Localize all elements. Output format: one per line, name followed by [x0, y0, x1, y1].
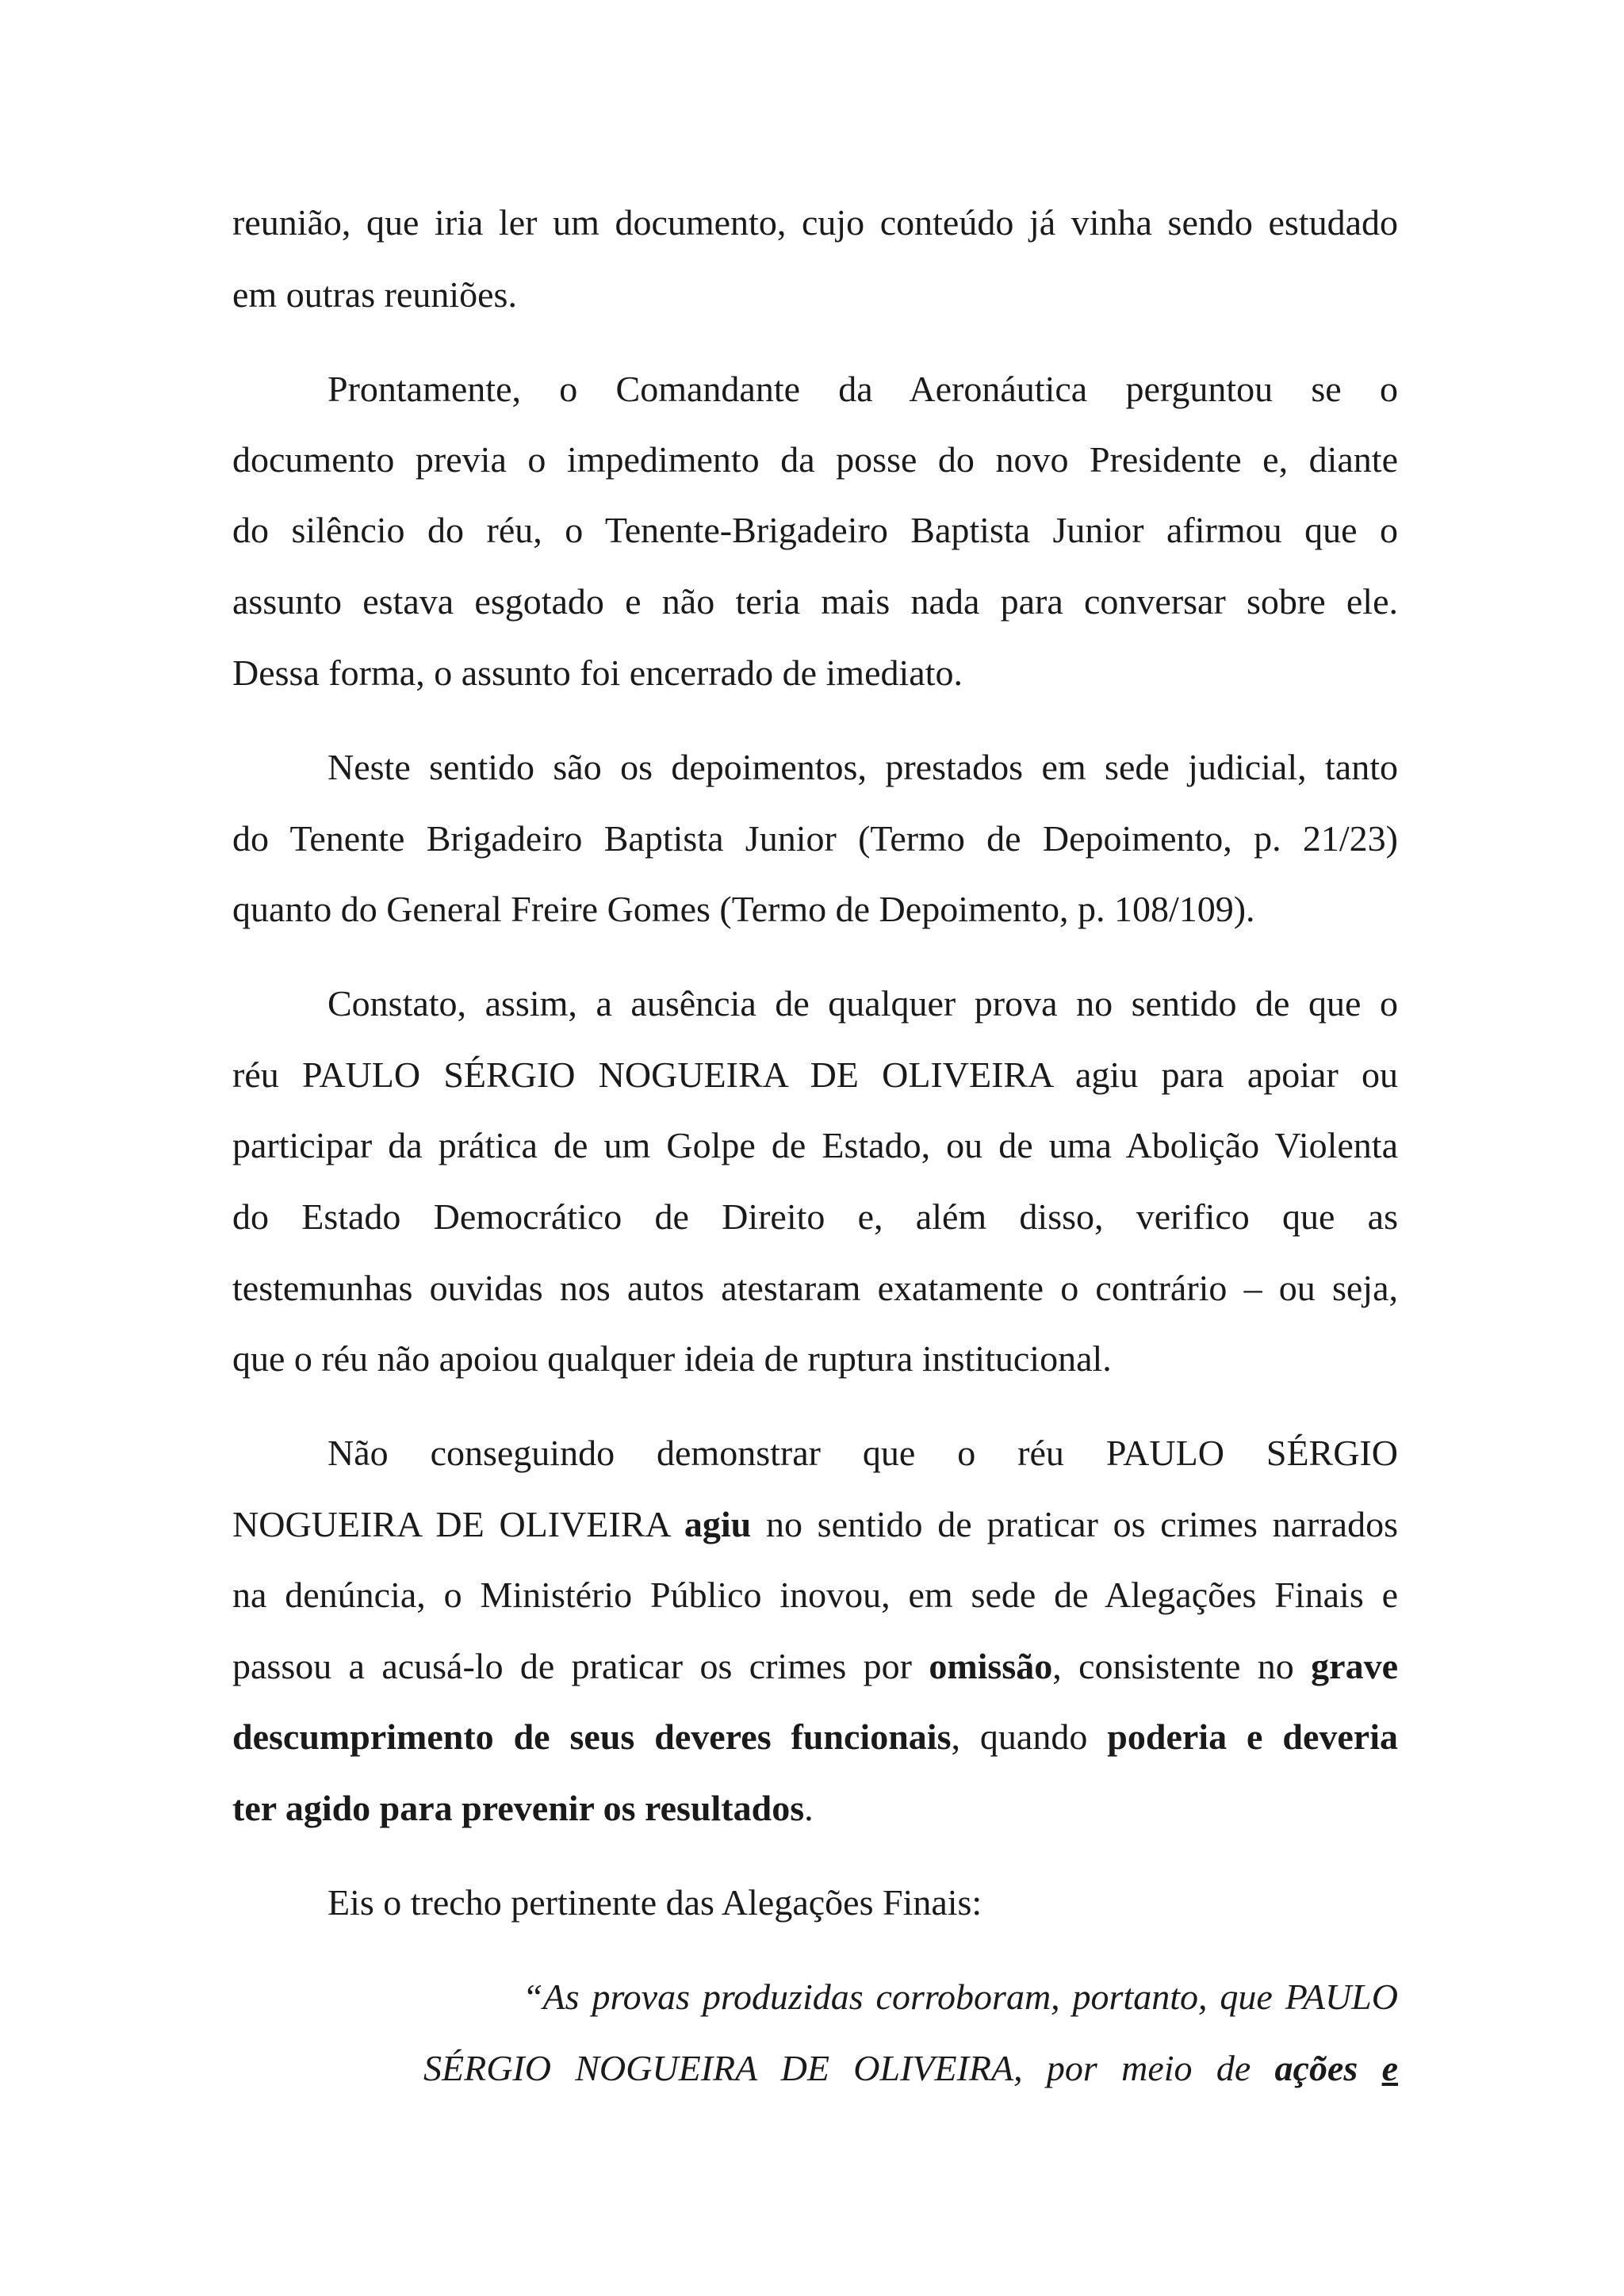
- underlined-text: e: [1381, 2048, 1398, 2088]
- paragraph-4-line-1: Constato, assim, a ausência de qualquer prova no sentido de que o: [327, 983, 1398, 1024]
- paragraph-2-line-1: Prontamente, o Comandante da Aeronáutica perguntou se o: [327, 369, 1398, 409]
- paragraph-5-line-1: Não conseguindo demonstrar que o réu PAULO SÉRGIO: [327, 1433, 1398, 1473]
- paragraph-5-line-4: [232, 1644, 1398, 1689]
- paragraph-4-line-2: réu PAULO SÉRGIO NOGUEIRA DE OLIVEIRA agiu para apoiar ou: [232, 1054, 1398, 1095]
- bold-text: grave: [1311, 1646, 1398, 1686]
- paragraph-6-line-1: Eis o trecho pertinente das Alegações Finais:: [327, 1882, 982, 1923]
- paragraph-5-line-6: [232, 1786, 1398, 1831]
- paragraph-5-line-5: [232, 1715, 1398, 1759]
- paragraph-4-line-4: do Estado Democrático de Direito e, além disso, verifico que as: [232, 1196, 1398, 1237]
- text-run: no sentido de praticar os crimes narrados: [751, 1504, 1398, 1544]
- paragraph-3-line-1: Neste sentido são os depoimentos, prestados em sede judicial, tanto: [327, 747, 1398, 787]
- paragraph-2-line-4: assunto estava esgotado e não teria mais nada para conversar sobre ele.: [232, 581, 1398, 622]
- bold-text: descumprimento de seus deveres funcionais: [232, 1716, 952, 1757]
- bold-text: [1382, 2048, 1398, 2088]
- text-run: [1358, 2048, 1381, 2088]
- paragraph-3-line-3: quanto do General Freire Gomes (Termo de Depoimento, p. 108/109).: [232, 889, 1255, 929]
- paragraph-3-line-2: do Tenente Brigadeiro Baptista Junior (Termo de Depoimento, p. 21/23): [232, 818, 1398, 859]
- text-run: , quando: [951, 1716, 1108, 1757]
- paragraph-4-line-5: testemunhas ouvidas nos autos atestaram exatamente o contrário – ou seja,: [232, 1268, 1398, 1308]
- quote-line-2: [423, 2046, 1398, 2091]
- paragraph-4-line-6: que o réu não apoiou qualquer ideia de ruptura institucional.: [232, 1338, 1112, 1379]
- bold-text: omissão: [929, 1646, 1053, 1686]
- bold-text: ter agido para prevenir os resultados: [232, 1788, 805, 1828]
- text-run: .: [804, 1788, 814, 1828]
- bold-text: poderia e deveria: [1107, 1716, 1398, 1757]
- paragraph-2-line-5: Dessa forma, o assunto foi encerrado de imediato.: [232, 652, 963, 693]
- paragraph-4-line-3: participar da prática de um Golpe de Estado, ou de uma Abolição Violenta: [232, 1125, 1398, 1165]
- paragraph-1-line-1: reunião, que iria ler um documento, cujo conteúdo já vinha sendo estudado: [232, 202, 1398, 243]
- bold-text: ações: [1274, 2048, 1358, 2088]
- text-run: SÉRGIO NOGUEIRA DE OLIVEIRA, por meio de: [423, 2048, 1275, 2088]
- paragraph-5-line-3: na denúncia, o Ministério Público inovou, em sede de Alegações Finais e: [232, 1575, 1398, 1615]
- text-run: NOGUEIRA DE OLIVEIRA: [232, 1504, 684, 1544]
- paragraph-5-line-2: [232, 1502, 1398, 1547]
- text-run: , consistente no: [1052, 1646, 1312, 1686]
- quote-line-1: “As provas produzidas corroboram, portanto, que PAULO: [523, 1976, 1398, 2017]
- text-run: passou a acusá-lo de praticar os crimes por: [232, 1646, 929, 1686]
- paragraph-1-line-2: em outras reuniões.: [232, 274, 517, 315]
- paragraph-2-line-2: documento previa o impedimento da posse do novo Presidente e, diante: [232, 439, 1398, 480]
- paragraph-2-line-3: do silêncio do réu, o Tenente-Brigadeiro Baptista Junior afirmou que o: [232, 510, 1398, 550]
- bold-text: agiu: [684, 1504, 752, 1544]
